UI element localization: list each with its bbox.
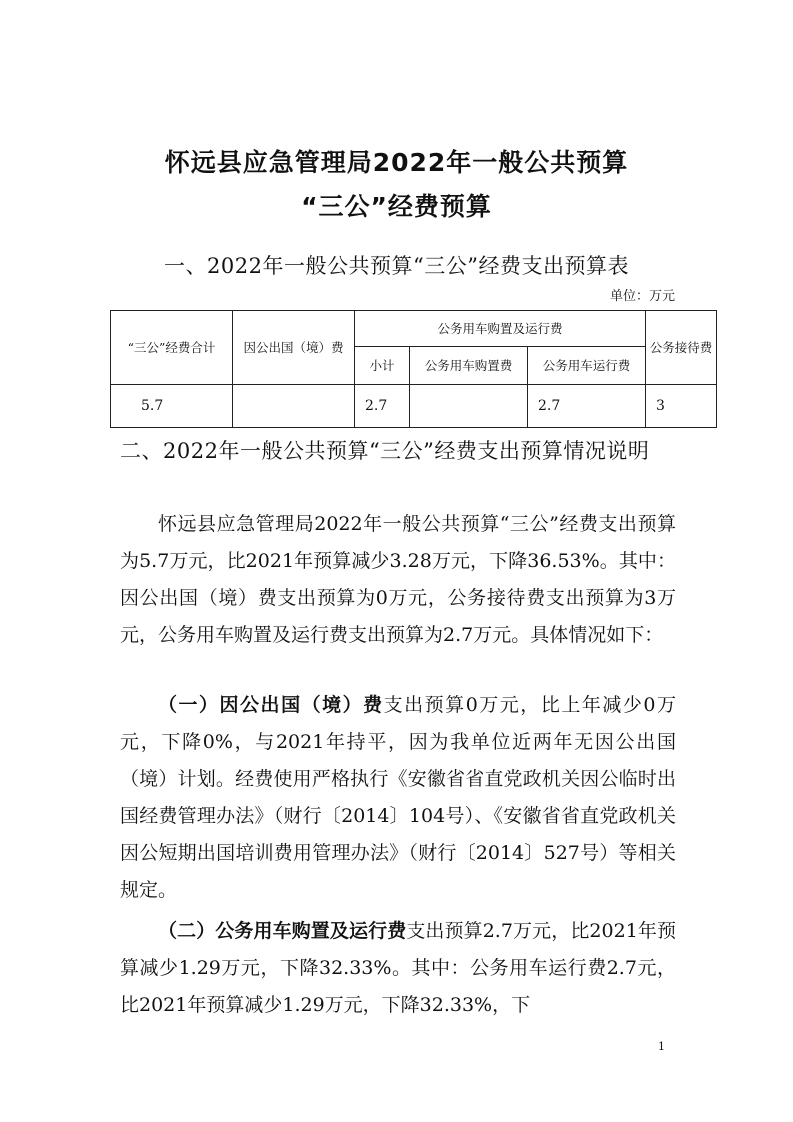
unit-label: 单位：万元 [609,289,675,304]
header-subtotal: 小计 [355,347,410,385]
table-row [111,385,717,428]
paragraph-abroad-body: 支出预算0万元，比上年减少0万元，下降0%，与2021年持平，因为我单位近两年无因公出国（境）计划。经费使用严格执行《安徽省省直党政机关因公临时出国经费管理办法》（财行〔2014〕104号）、《安徽省省直党政机关因公短期出国培训费用管理办法》（财行〔2014〕527号）等相关规定。 [120,694,676,901]
value-abroad [233,385,355,428]
value-subtotal: 2.7 [355,385,410,428]
header-vehicle-purchase: 公务用车购置费 [410,347,528,385]
section2-heading: 二、2022年一般公共预算“三公”经费支出预算情况说明 [120,439,650,463]
paragraph-vehicle-body: 支出预算2.7万元，比2021年预算减少1.29万元，下降32.33%。其中：公务用车运行费2.7元，比2021年预算减少1.29万元，下降32.33%，下 [120,920,676,1016]
document-title-line1: 怀远县应急管理局2022年一般公共预算 [164,148,629,177]
paragraph-abroad [120,687,676,909]
document-title-line2: “三公”经费预算 [301,192,492,221]
header-vehicle-operation: 公务用车运行费 [528,347,646,385]
header-vehicle-group: 公务用车购置及运行费 [355,311,646,347]
table-header-row [111,311,717,347]
value-reception: 3 [646,385,717,428]
paragraph-abroad-lead: （一）因公出国（境）费 [158,694,384,716]
header-abroad: 因公出国（境）费 [233,311,355,385]
header-total: “三公”经费合计 [111,311,233,385]
value-vehicle-operation: 2.7 [528,385,646,428]
page-number: 1 [658,1040,665,1053]
paragraph-vehicle-lead: （二）公务用车购置及运行费 [158,920,407,942]
value-vehicle-purchase [410,385,528,428]
budget-table [110,310,717,428]
paragraph-summary: 怀远县应急管理局2022年一般公共预算“三公”经费支出预算为5.7万元，比2021年预算减少3.28万元，下降36.53%。其中：因公出国（境）费支出预算为0万元，公务接待费支出预算为3万元，公务用车购置及运行费支出预算为2.7万元。具体情况如下： [120,513,676,646]
header-reception: 公务接待费 [646,311,717,385]
paragraph-vehicle [120,913,676,1024]
section1-heading: 一、2022年一般公共预算“三公”经费支出预算表 [164,254,629,278]
value-total: 5.7 [111,385,233,428]
